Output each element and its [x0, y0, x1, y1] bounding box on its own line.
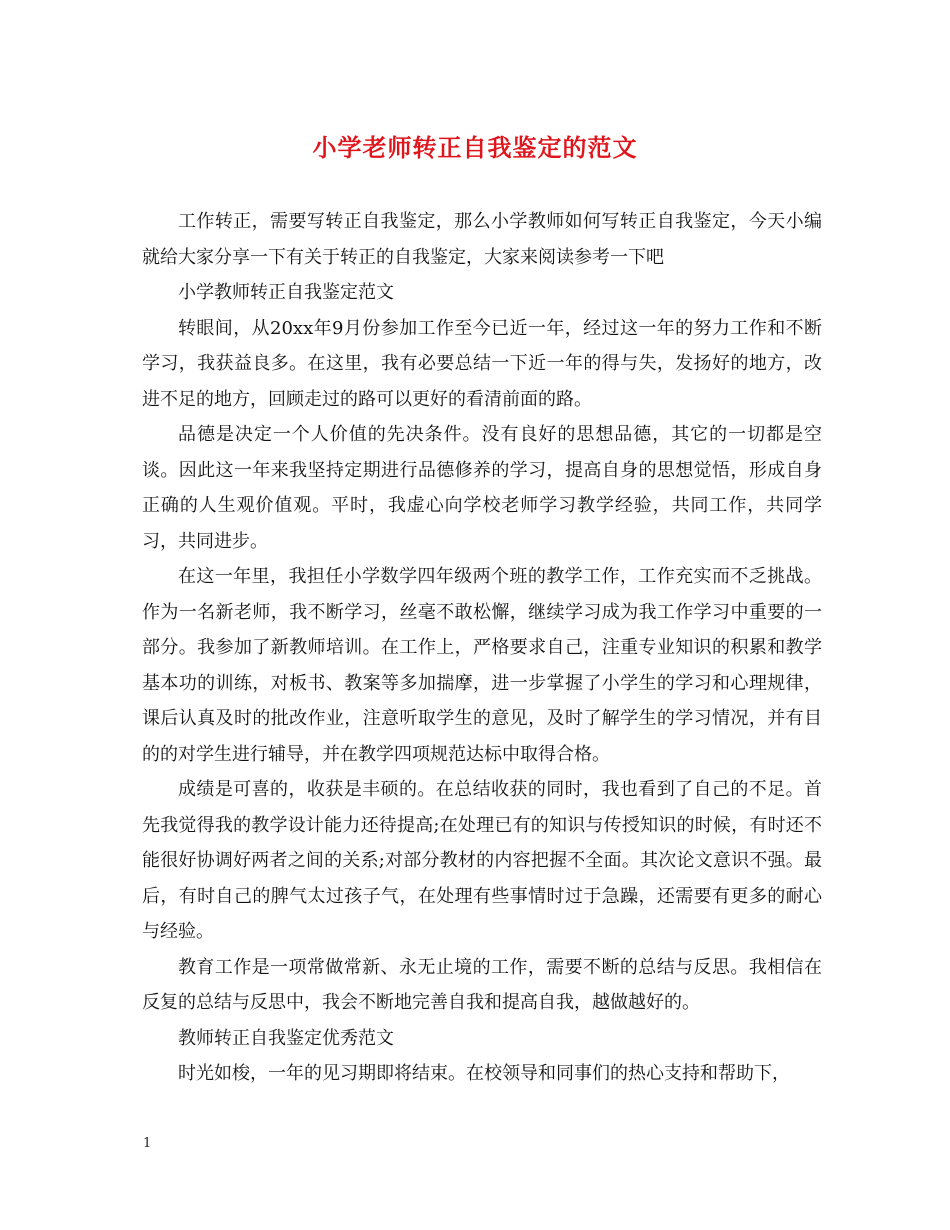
section-heading-2: 教师转正自我鉴定优秀范文	[178, 1027, 394, 1049]
document-body	[142, 204, 822, 1092]
paragraph: 时光如梭，一年的见习期即将结束。在校领导和同事们的热心支持和帮助下，	[178, 1063, 790, 1084]
paragraph-intro: 工作转正，需要写转正自我鉴定，那么小学教师如何写转正自我鉴定，今天小编就给大家分享一下有关于转正的自我鉴定，大家来阅读参考一下吧	[142, 211, 822, 268]
paragraph: 教育工作是一项常做常新、永无止境的工作，需要不断的总结与反思。我相信在反复的总结与反思中，我会不断地完善自我和提高自我，越做越好的。	[142, 956, 822, 1013]
document-title: 小学老师转正自我鉴定的范文	[312, 133, 638, 162]
paragraph: 转眼间，从20xx年9月份参加工作至今已近一年，经过这一年的努力工作和不断学习，我获益良多。在这里，我有必要总结一下近一年的得与失，发扬好的地方，改进不足的地方，回顾走过的路可以更好的看清前面的路。	[142, 317, 822, 410]
paragraph: 在这一年里，我担任小学数学四年级两个班的教学工作，工作充实而不乏挑战。作为一名新老师，我不断学习，丝毫不敢松懈，继续学习成为我工作学习中重要的一部分。我参加了新教师培训。在工作上，严格要求自己，注重专业知识的积累和教学基本功的训练，对板书、教案等多加揣摩，进一步掌握了小学生的学习和心理规律，课后认真及时的批改作业，注意听取学生的意见，及时了解学生的学习情况，并有目的的对学生进行辅导，并在教学四项规范达标中取得合格。	[142, 566, 822, 765]
page-number: 1	[143, 1136, 152, 1151]
paragraph: 成绩是可喜的，收获是丰硕的。在总结收获的同时，我也看到了自己的不足。首先我觉得我的教学设计能力还待提高;在处理已有的知识与传授知识的时候，有时还不能很好协调好两者之间的关系;对部分教材的内容把握不全面。其次论文意识不强。最后，有时自己的脾气太过孩子气，在处理有些事情时过于急躁，还需要有更多的耐心与经验。	[142, 779, 822, 942]
paragraph: 品德是决定一个人价值的先决条件。没有良好的思想品德，其它的一切都是空谈。因此这一年来我坚持定期进行品德修养的学习，提高自身的思想觉悟，形成自身正确的人生观价值观。平时，我虚心向学校老师学习教学经验，共同工作，共同学习，共同进步。	[142, 424, 822, 552]
section-heading-1: 小学教师转正自我鉴定范文	[178, 282, 394, 303]
